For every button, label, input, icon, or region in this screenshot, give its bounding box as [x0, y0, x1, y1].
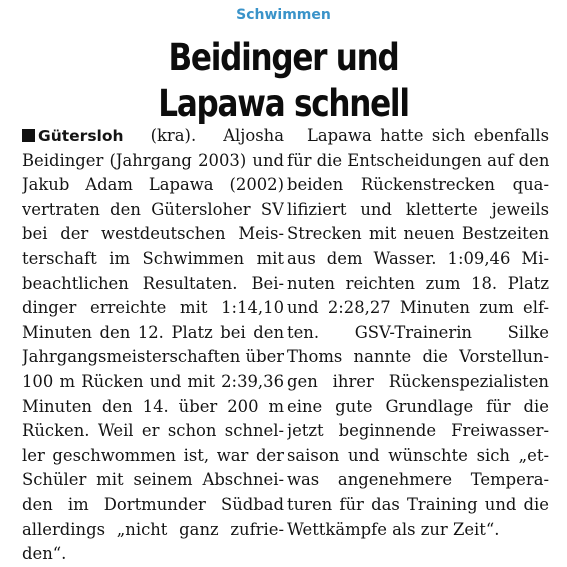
text-line: Wettkämpfe als zur Zeit“. [287, 519, 500, 539]
text-line: turen für das Training und die [287, 494, 549, 514]
text-line: 100 m Rücken und mit 2:39,36 [22, 371, 284, 391]
text-line: gen ihrer Rückenspezialisten [287, 371, 549, 391]
text-line: dinger erreichte mit 1:14,10 [22, 298, 284, 318]
text-line: Beidinger (Jahrgang 2003) und [22, 150, 284, 170]
text-line: Jakub Adam Lapawa (2002) [22, 175, 284, 195]
text-line: bei der westdeutschen Meis- [22, 224, 284, 244]
first-line [22, 124, 284, 149]
text-line: und 2:28,27 Minuten zum elf- [287, 298, 549, 318]
text-line: jetzt beginnende Freiwasser- [287, 421, 549, 441]
text-line: terschaft im Schwimmen mit [22, 248, 284, 268]
text-line: den“. [22, 544, 67, 564]
dateline: Gütersloh [38, 127, 124, 145]
text-line: Rücken. Weil er schon schnel- [22, 421, 284, 441]
first-line-text: (kra). Aljosha [150, 126, 284, 145]
text-line: was angenehmere Tempera- [287, 470, 549, 490]
text-line: allerdings „nicht ganz zufrie- [22, 519, 284, 539]
text-line: Jahrgangsmeisterschaften über [22, 347, 284, 367]
headline-line-2: Lapawa schnell [158, 82, 409, 125]
text-line: nuten reichten zum 18. Platz [287, 273, 549, 293]
section-kicker: Schwimmen [236, 7, 331, 23]
text-line: für die Entscheidungen auf den [287, 150, 549, 170]
text-line: Thoms nannte die Vorstellun- [287, 347, 549, 367]
article-column-right [287, 124, 549, 542]
text-line: beachtlichen Resultaten. Bei- [22, 273, 284, 293]
text-line: eine gute Grundlage für die [287, 396, 549, 416]
paragraph-first-line: Lapawa hatte sich ebenfalls [307, 126, 549, 145]
text-line: ten. GSV-Trainerin Silke [287, 322, 549, 342]
text-line: den im Dortmunder Südbad [22, 494, 284, 514]
article-column-left [22, 124, 284, 567]
text-line: Schüler mit seinem Abschnei- [22, 470, 284, 490]
text-line: beiden Rückenstrecken qua- [287, 175, 549, 195]
text-line: Minuten den 12. Platz bei den [22, 322, 284, 342]
text-line: vertraten den Gütersloher SV [22, 199, 284, 219]
headline-line-1: Beidinger und [168, 36, 399, 79]
dateline-square-icon [22, 129, 35, 142]
text-line: aus dem Wasser. 1:09,46 Mi- [287, 248, 549, 268]
text-line: Strecken mit neuen Bestzeiten [287, 224, 549, 244]
headline [45, 35, 521, 127]
text-line: ler geschwommen ist, war der [22, 445, 284, 465]
text-line: saison und wünschte sich „et- [287, 445, 549, 465]
text-line: lifiziert und kletterte jeweils [287, 199, 549, 219]
text-line: Minuten den 14. über 200 m [22, 396, 284, 416]
